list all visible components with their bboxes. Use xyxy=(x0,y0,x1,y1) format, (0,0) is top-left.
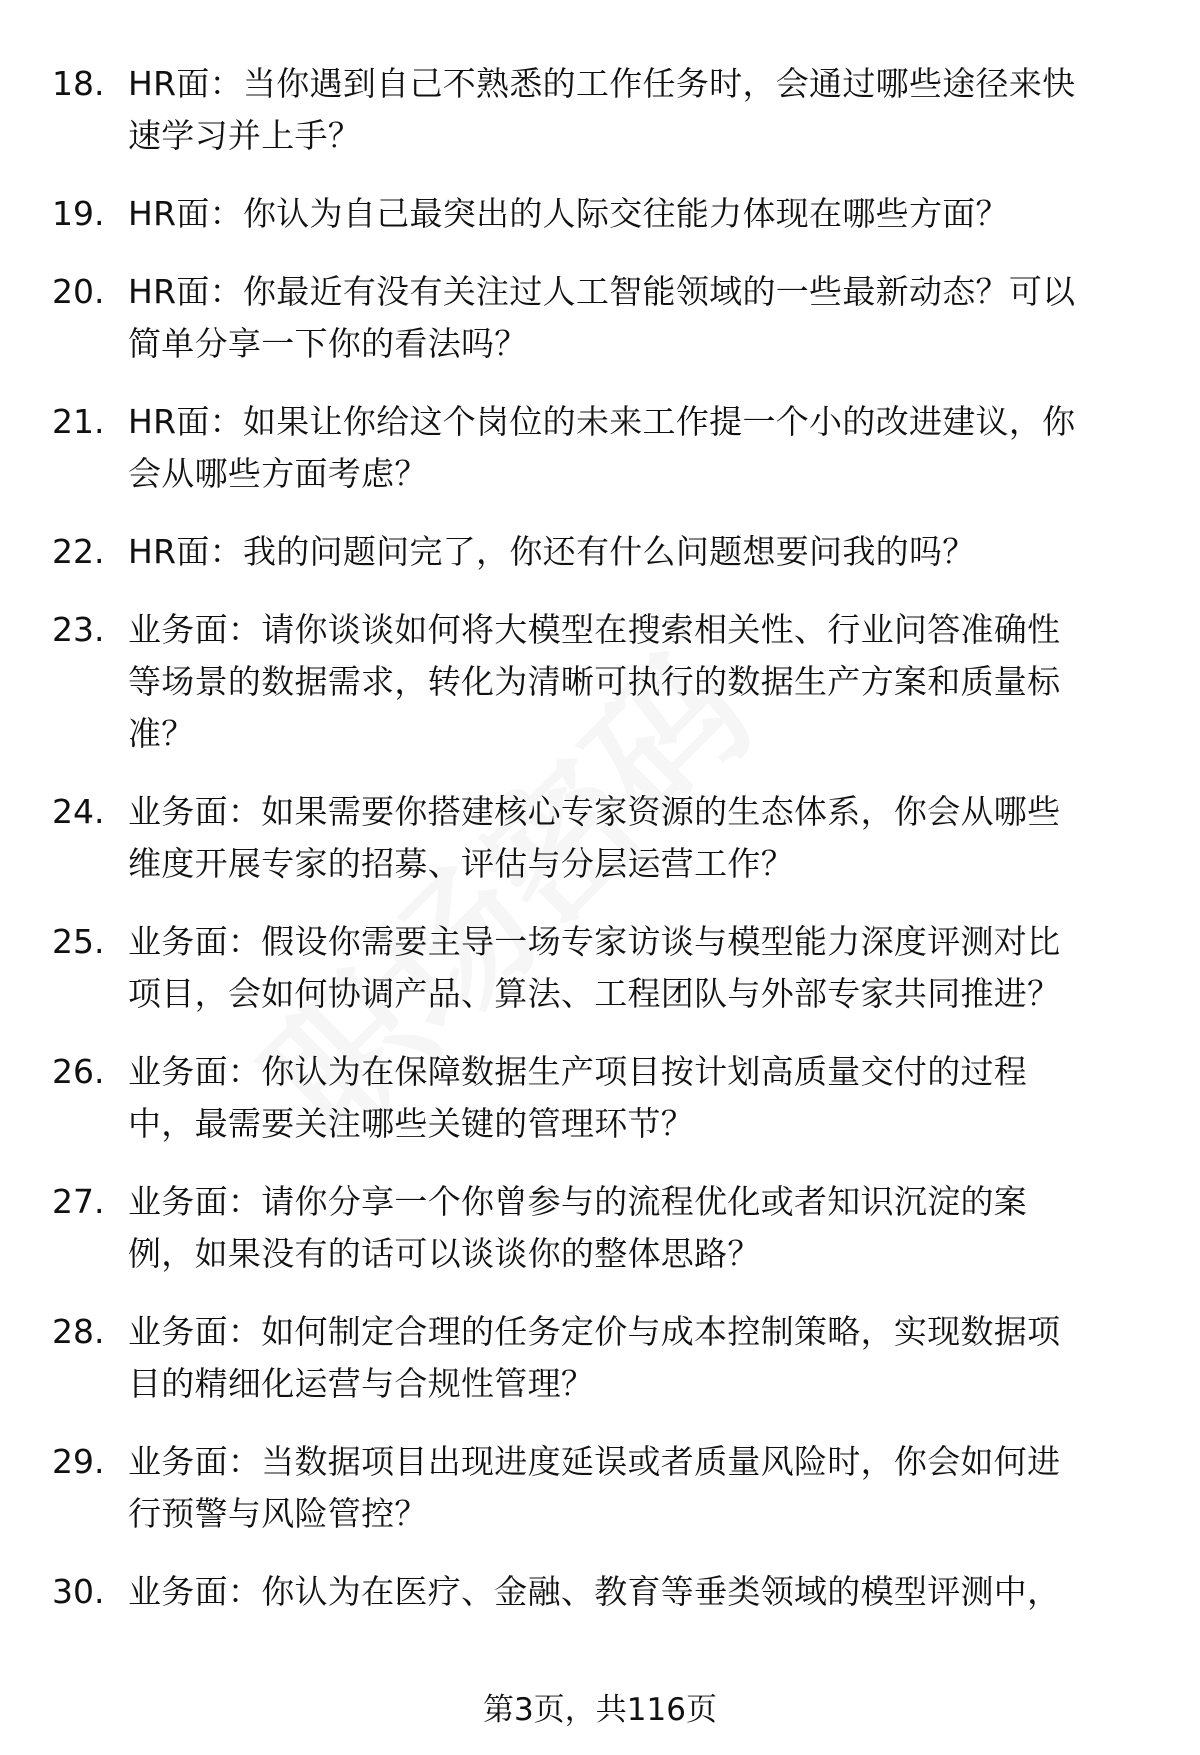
question-text xyxy=(128,916,1168,1020)
question-number: 27. xyxy=(52,1182,105,1221)
question-line: 准？ xyxy=(128,714,195,753)
question-line: 例，如果没有的话可以谈谈你的整体思路？ xyxy=(128,1234,761,1273)
question-item xyxy=(0,786,1200,890)
question-line: 业务面：你认为在医疗、金融、教育等垂类领域的模型评测中， xyxy=(128,1572,1061,1611)
question-text xyxy=(128,188,1168,240)
question-number: 18. xyxy=(52,64,105,103)
question-text xyxy=(128,58,1168,162)
question-item xyxy=(0,604,1200,760)
page-number: 第3页，共116页 xyxy=(483,1692,717,1728)
question-line: 维度开展专家的招募、评估与分层运营工作？ xyxy=(128,844,794,883)
question-line: HR面：当你遇到自己不熟悉的工作任务时，会通过哪些途径来快 xyxy=(128,64,1076,103)
question-line: 业务面：请你分享一个你曾参与的流程优化或者知识沉淀的案 xyxy=(128,1182,1028,1221)
question-list xyxy=(0,58,1200,1644)
question-number: 26. xyxy=(52,1052,105,1091)
question-line: 等场景的数据需求，转化为清晰可执行的数据生产方案和质量标 xyxy=(128,662,1061,701)
question-item xyxy=(0,1306,1200,1410)
question-line: 行预警与风险管控？ xyxy=(128,1494,428,1533)
question-number: 19. xyxy=(52,194,105,233)
question-number: 28. xyxy=(52,1312,105,1351)
question-line: HR面：你最近有没有关注过人工智能领域的一些最新动态？可以 xyxy=(128,272,1076,311)
question-line: 简单分享一下你的看法吗？ xyxy=(128,324,528,363)
question-line: 业务面：你认为在保障数据生产项目按计划高质量交付的过程 xyxy=(128,1052,1028,1091)
question-item xyxy=(0,188,1200,240)
question-item xyxy=(0,526,1200,578)
question-line: 目的精细化运营与合规性管理？ xyxy=(128,1364,595,1403)
question-text xyxy=(128,1306,1168,1410)
question-item xyxy=(0,396,1200,500)
question-line: 会从哪些方面考虑？ xyxy=(128,454,428,493)
question-number: 30. xyxy=(52,1572,105,1611)
question-text xyxy=(128,1566,1168,1618)
question-item xyxy=(0,1176,1200,1280)
question-item xyxy=(0,1566,1200,1618)
question-text xyxy=(128,396,1168,500)
question-line: HR面：你认为自己最突出的人际交往能力体现在哪些方面？ xyxy=(128,194,1009,233)
question-item xyxy=(0,1046,1200,1150)
question-text xyxy=(128,526,1168,578)
question-line: 中，最需要关注哪些关键的管理环节？ xyxy=(128,1104,695,1143)
question-number: 24. xyxy=(52,792,105,831)
question-text xyxy=(128,1046,1168,1150)
question-text xyxy=(128,1176,1168,1280)
question-line: 速学习并上手？ xyxy=(128,116,362,155)
question-text xyxy=(128,604,1168,760)
question-number: 23. xyxy=(52,610,105,649)
question-line: 业务面：当数据项目出现进度延误或者质量风险时，你会如何进 xyxy=(128,1442,1061,1481)
question-number: 25. xyxy=(52,922,105,961)
question-line: 业务面：请你谈谈如何将大模型在搜索相关性、行业问答准确性 xyxy=(128,610,1061,649)
question-line: 业务面：如何制定合理的任务定价与成本控制策略，实现数据项 xyxy=(128,1312,1061,1351)
question-number: 29. xyxy=(52,1442,105,1481)
question-number: 22. xyxy=(52,532,105,571)
question-line: 业务面：如果需要你搭建核心专家资源的生态体系，你会从哪些 xyxy=(128,792,1061,831)
question-text xyxy=(128,1436,1168,1540)
question-line: HR面：我的问题问完了，你还有什么问题想要问我的吗？ xyxy=(128,532,976,571)
question-item xyxy=(0,58,1200,162)
question-text xyxy=(128,786,1168,890)
question-item xyxy=(0,916,1200,1020)
question-item xyxy=(0,266,1200,370)
question-item xyxy=(0,1436,1200,1540)
question-text xyxy=(128,266,1168,370)
question-line: 项目，会如何协调产品、算法、工程团队与外部专家共同推进？ xyxy=(128,974,1061,1013)
question-number: 20. xyxy=(52,272,105,311)
question-number: 21. xyxy=(52,402,105,441)
question-line: HR面：如果让你给这个岗位的未来工作提一个小的改进建议，你 xyxy=(128,402,1076,441)
question-line: 业务面：假设你需要主导一场专家访谈与模型能力深度评测对比 xyxy=(128,922,1061,961)
